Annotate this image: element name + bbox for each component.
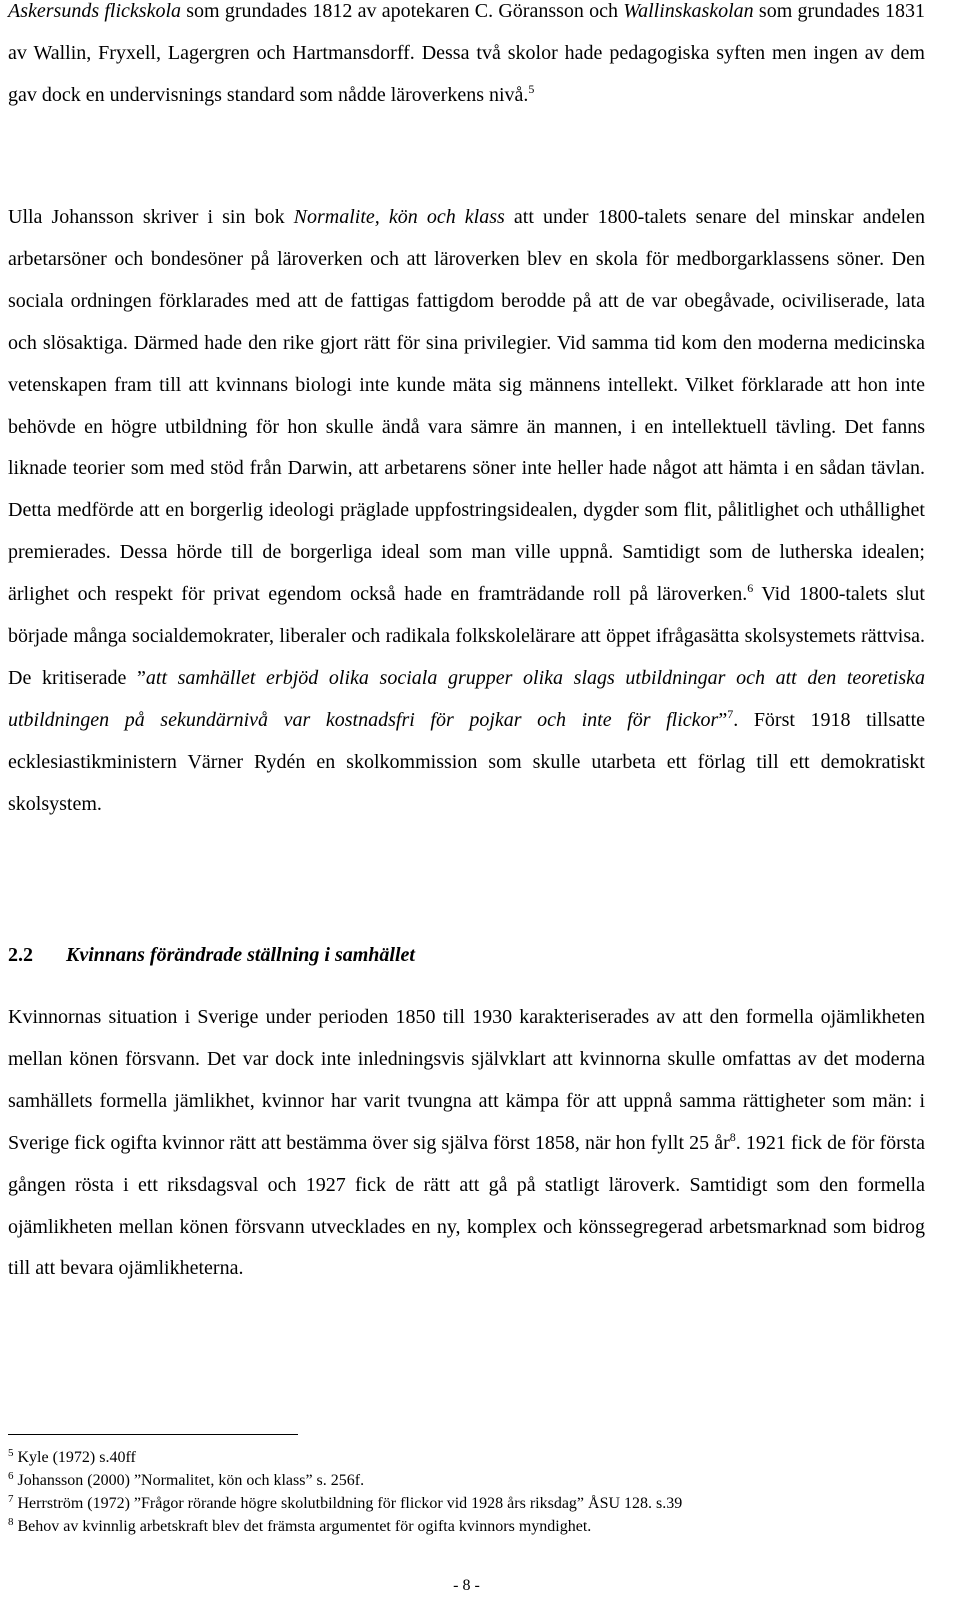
school-name-wallin: Wallinskaskolan <box>623 0 754 22</box>
footnote-text: Herrström (1972) ”Frågor rörande högre skolutbildning för flickor vid 1928 års riksdag” ÅSU 128. s.39 <box>13 1495 683 1512</box>
paragraph-2 <box>8 197 925 826</box>
footnote-5 <box>8 1446 925 1469</box>
quoted-criticism: att samhället erbjöd olika sociala grupper olika slags utbildningar och att den teoretiska utbildningen på sekundärnivå var kostnadsfri för pojkar och inte för flickor <box>8 666 925 731</box>
footnote-ref-7[interactable]: 7 <box>727 706 734 721</box>
paragraph-2-text-c: Vid 1800-talets slut började många socialdemokrater, liberaler och radikala folkskolelärare att öppet ifrågasätta skolsystemets rättvisa. De kritiserade ” <box>8 583 925 689</box>
footnote-ref-5[interactable]: 5 <box>528 81 535 96</box>
section-heading <box>8 940 925 970</box>
section-title: Kvinnans förändrade ställning i samhället <box>66 944 415 966</box>
footnote-divider <box>8 1434 298 1435</box>
footnote-number: 6 <box>8 1470 14 1482</box>
footnote-6 <box>8 1469 925 1492</box>
paragraph-1-text-b: som grundades 1831 av Wallin, Fryxell, Lagergren och Hartmansdorff. Dessa två skolor hade pedagogiska syften men ingen av dem gav dock en undervisnings standard som nådde läroverkens nivå. <box>8 0 925 106</box>
school-name-askersund: Askersunds flickskola <box>8 0 182 22</box>
footnote-text: Kyle (1972) s.40ff <box>13 1449 136 1466</box>
footnote-7 <box>8 1492 925 1515</box>
footnote-list <box>8 1446 925 1538</box>
footnote-ref-6[interactable]: 6 <box>747 581 754 596</box>
footnote-number: 5 <box>8 1447 14 1459</box>
footnote-number: 7 <box>8 1493 14 1505</box>
footnote-text: Johansson (2000) ”Normalitet, kön och klass” s. 256f. <box>13 1472 365 1489</box>
paragraph-1 <box>8 0 925 117</box>
paragraph-2-text-e: . Först 1918 tillsatte ecklesiastikministern Värner Rydén en skolkommission som skulle utarbeta ett förlag till ett demokratiskt skolsystem. <box>8 708 925 815</box>
footnote-number: 8 <box>8 1516 14 1528</box>
paragraph-2-text-a: Ulla Johansson skriver i sin bok <box>8 206 294 228</box>
page-number: - 8 - <box>453 1577 480 1594</box>
paragraph-3-text-a: Kvinnornas situation i Sverige under perioden 1850 till 1930 karakteriserades av att den formella ojämlikheten mellan könen försvann. Det var dock inte inledningsvis självklart att kvinnorna skulle omfattas av det moderna samhällets formella jämlikhet, kvinnor har varit tvungna att kämpa för att uppnå samma rättigheter som män: i Sverige fick ogifta kvinnor rätt att bestämma över sig själva först 1858, när hon fyllt 25 år <box>8 1006 925 1154</box>
paragraph-1-text-a: som grundades 1812 av apotekaren C. Göransson och <box>181 0 624 22</box>
paragraph-3 <box>8 997 925 1290</box>
book-title: Normalite, kön och klass <box>293 206 505 228</box>
paragraph-2-close-quote: ” <box>718 708 728 731</box>
section-number: 2.2 <box>8 944 33 966</box>
footnote-ref-8[interactable]: 8 <box>729 1129 736 1144</box>
footnote-8 <box>8 1515 925 1538</box>
paragraph-2-text-b: att under 1800-talets senare del minskar andelen arbetarsöner och bondesöner på läroverken och att läroverken blev en skola för medborgarklassens söner. Den sociala ordningen förklarades med att de fattigas fattigdom berodde på att de var obegåvade, ociviliserade, lata och slösaktiga. Därmed hade den rike gjort rätt för sina privilegier. Vid samma tid kom den moderna medicinska vetenskapen fram till att kvinnans biologi inte kunde mäta sig männens intellekt. Vilket förklarade att hon inte behövde en högre utbildning för hon skulle ändå vara sämre än mannen, i en intellektuell tävling. Det fanns liknade teorier som med stöd från Darwin, att arbetarens söner inte heller hade något att hämta i en sådan tävlan. Detta medförde att en borgerlig ideologi präglade uppfostringsidealen, dygder som flit, pålitlighet och uthållighet premierades. Dessa hörde till de borgerliga ideal som man ville uppnå. Samtidigt som de lutherska idealen; ärlighet och respekt för privat egendom också hade en framträdande roll på läroverken. <box>8 206 925 606</box>
paragraph-3-text-b: . 1921 fick de för första gången rösta i ett riksdagsval och 1927 fick de rätt att gå på statligt läroverk. Samtidigt som den formella ojämlikheten mellan könen försvann utvecklades en ny, komplex och könssegregerad arbetsmarknad som bidrog till att bevara ojämlikheterna. <box>8 1131 926 1280</box>
footnote-text: Behov av kvinnlig arbetskraft blev det främsta argumentet för ogifta kvinnors myndighet. <box>13 1518 592 1535</box>
